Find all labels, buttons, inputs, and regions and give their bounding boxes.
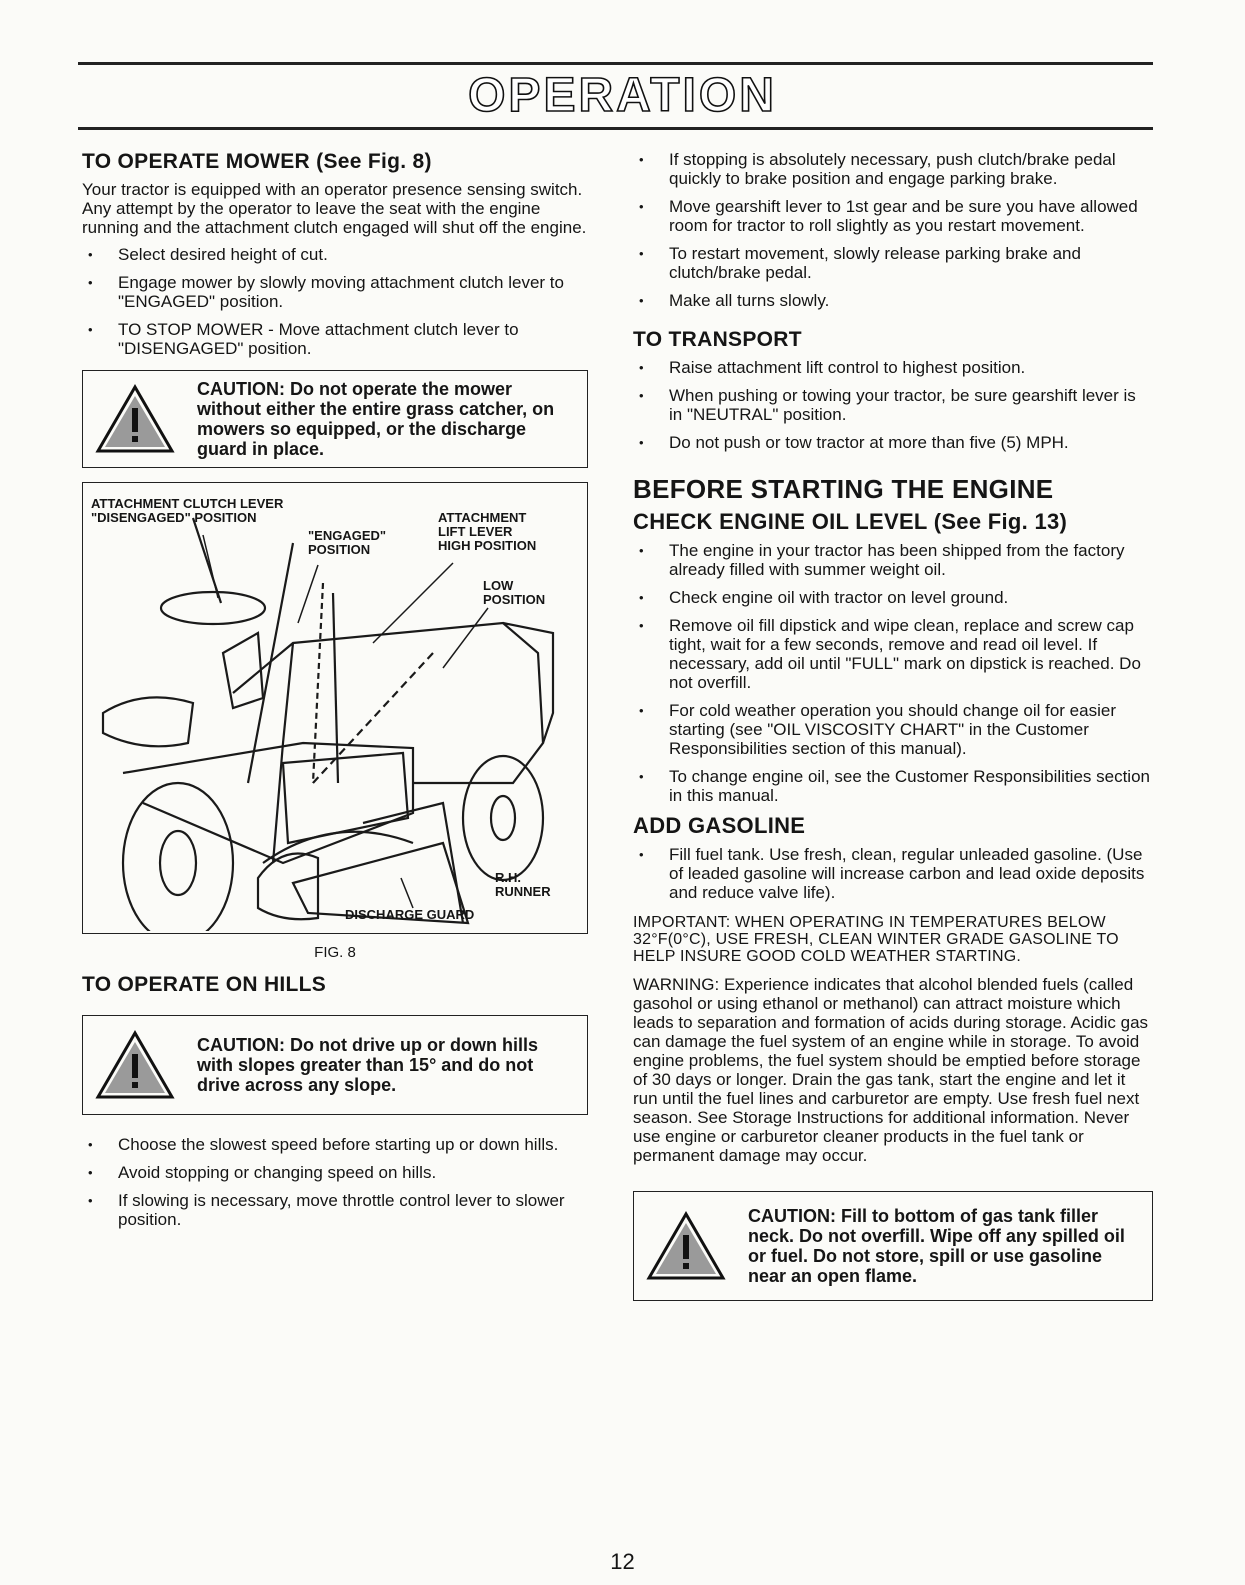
hills-heading: TO OPERATE ON HILLS [82,973,327,996]
list-item: • If slowing is necessary, move throttle control lever to slower position. [82,1191,588,1229]
list-item: • For cold weather operation you should change oil for easier starting (see "OIL VISCOSITY CHART" in the Customer Responsibilities section of this manual). [633,701,1153,758]
warning-triangle-icon [646,1211,726,1281]
gasoline-heading: ADD GASOLINE [633,813,806,838]
list-item: • To restart movement, slowly release parking brake and clutch/brake pedal. [633,244,1153,282]
hills-continued-bullets [633,150,1153,310]
label-engaged-1: "ENGAGED" [308,528,387,543]
list-item: • When pushing or towing your tractor, be sure gearshift lever is in "NEUTRAL" position. [633,386,1153,424]
figure-caption: FIG. 8 [314,944,356,961]
label-disengaged: "DISENGAGED" POSITION [91,510,257,525]
list-item: • Fill fuel tank. Use fresh, clean, regular unleaded gasoline. (Use of leaded gasoline will increase carbon and lead oxide deposits and reduce valve life). [633,845,1153,902]
before-starting-heading: BEFORE STARTING THE ENGINE [633,474,1054,504]
warning-paragraph: WARNING: Experience indicates that alcohol blended fuels (called gasohol or using ethanol or methanol) can attract moisture which leads to separation and formation of acids during storage. Acidic gas can damage the fuel system of an engine while in storage. To avoid engine problems, the fuel system should be emptied before storage of 30 days or longer. Drain the gas tank, start the engine and let it run until the fuel lines and carburetor are empty. Use fresh fuel next season. See Storage Instructions for additional information. Never use engine or carburetor cleaner products in the fuel tank or permanent damage may occur. [633,975,1149,1165]
list-item: • Avoid stopping or changing speed on hills. [82,1163,588,1182]
mower-caution-box [82,370,588,468]
figure-8 [82,482,588,934]
mower-intro: Your tractor is equipped with an operator presence sensing switch. Any attempt by the operator to leave the seat with the engine running and the attachment clutch engaged will shut off the engine. [82,180,587,237]
list-item: • Select desired height of cut. [82,245,588,264]
hills-caution-text: CAUTION: Do not drive up or down hills with slopes greater than 15° and do not drive across any slope. [197,1035,538,1095]
hills-bullets [82,1135,588,1229]
gasoline-caution-text: CAUTION: Fill to bottom of gas tank filler neck. Do not overfill. Wipe off any spilled oil or fuel. Do not store, spill or use gasoline near an open flame. [748,1206,1125,1286]
warning-triangle-icon [95,1030,175,1100]
list-item: • Do not push or tow tractor at more than five (5) MPH. [633,433,1153,452]
important-note: IMPORTANT: WHEN OPERATING IN TEMPERATURES BELOW 32°F(0°C), USE FRESH, CLEAN WINTER GRADE GASOLINE TO HELP INSURE GOOD COLD WEATHER STARTING. [633,914,1119,965]
mower-bullets [82,245,588,358]
page-number: 12 [610,1549,635,1574]
warning-triangle-icon [95,384,175,454]
title-rule [78,127,1153,130]
oil-bullets [633,541,1153,805]
label-clutch-title: ATTACHMENT CLUTCH LEVER [91,496,284,511]
left-column [82,150,588,1241]
label-low-2: POSITION [483,592,546,607]
transport-bullets [633,358,1153,452]
label-engaged-2: POSITION [308,542,371,557]
label-low-1: LOW [483,578,514,593]
right-column [633,150,1153,1315]
transport-heading: TO TRANSPORT [633,328,802,351]
list-item: • TO STOP MOWER - Move attachment clutch lever to "DISENGAGED" position. [82,320,588,358]
list-item: • To change engine oil, see the Customer Responsibilities section in this manual. [633,767,1153,805]
page-title: OPERATION [468,69,777,122]
oil-level-heading: CHECK ENGINE OIL LEVEL (See Fig. 13) [633,509,1068,534]
list-item: • Engage mower by slowly moving attachment clutch lever to "ENGAGED" position. [82,273,588,311]
mower-heading: TO OPERATE MOWER (See Fig. 8) [82,150,432,173]
list-item: • Raise attachment lift control to highest position. [633,358,1153,377]
list-item: • Make all turns slowly. [633,291,1153,310]
label-lift-3: HIGH POSITION [438,538,537,553]
list-item: • Remove oil fill dipstick and wipe clean, replace and screw cap tight, wait for a few seconds, remove and read oil level. If necessary, add oil until "FULL" mark on dipstick is reached. Do not overfill. [633,616,1153,692]
list-item: • Move gearshift lever to 1st gear and be sure you have allowed room for tractor to roll slightly as you restart movement. [633,197,1153,235]
gasoline-bullets [633,845,1153,902]
label-guard: DISCHARGE GUARD [345,907,475,922]
label-runner-1-visible: R.H. [495,870,521,885]
list-item: • Check engine oil with tractor on level ground. [633,588,1153,607]
list-item: • Choose the slowest speed before starting up or down hills. [82,1135,588,1154]
gasoline-caution-box [633,1191,1153,1301]
list-item: • The engine in your tractor has been shipped from the factory already filled with summer weight oil. [633,541,1153,579]
label-lift-1: ATTACHMENT [438,510,527,525]
mower-caution-text: CAUTION: Do not operate the mower without either the entire grass catcher, on mowers so equipped, or the discharge guard in place. [197,379,555,459]
label-runner-2: RUNNER [495,884,551,899]
top-rule [78,62,1153,65]
hills-caution-box [82,1015,588,1115]
label-lift-2: LIFT LEVER [438,524,513,539]
list-item: • If stopping is absolutely necessary, push clutch/brake pedal quickly to brake position and engage parking brake. [633,150,1153,188]
